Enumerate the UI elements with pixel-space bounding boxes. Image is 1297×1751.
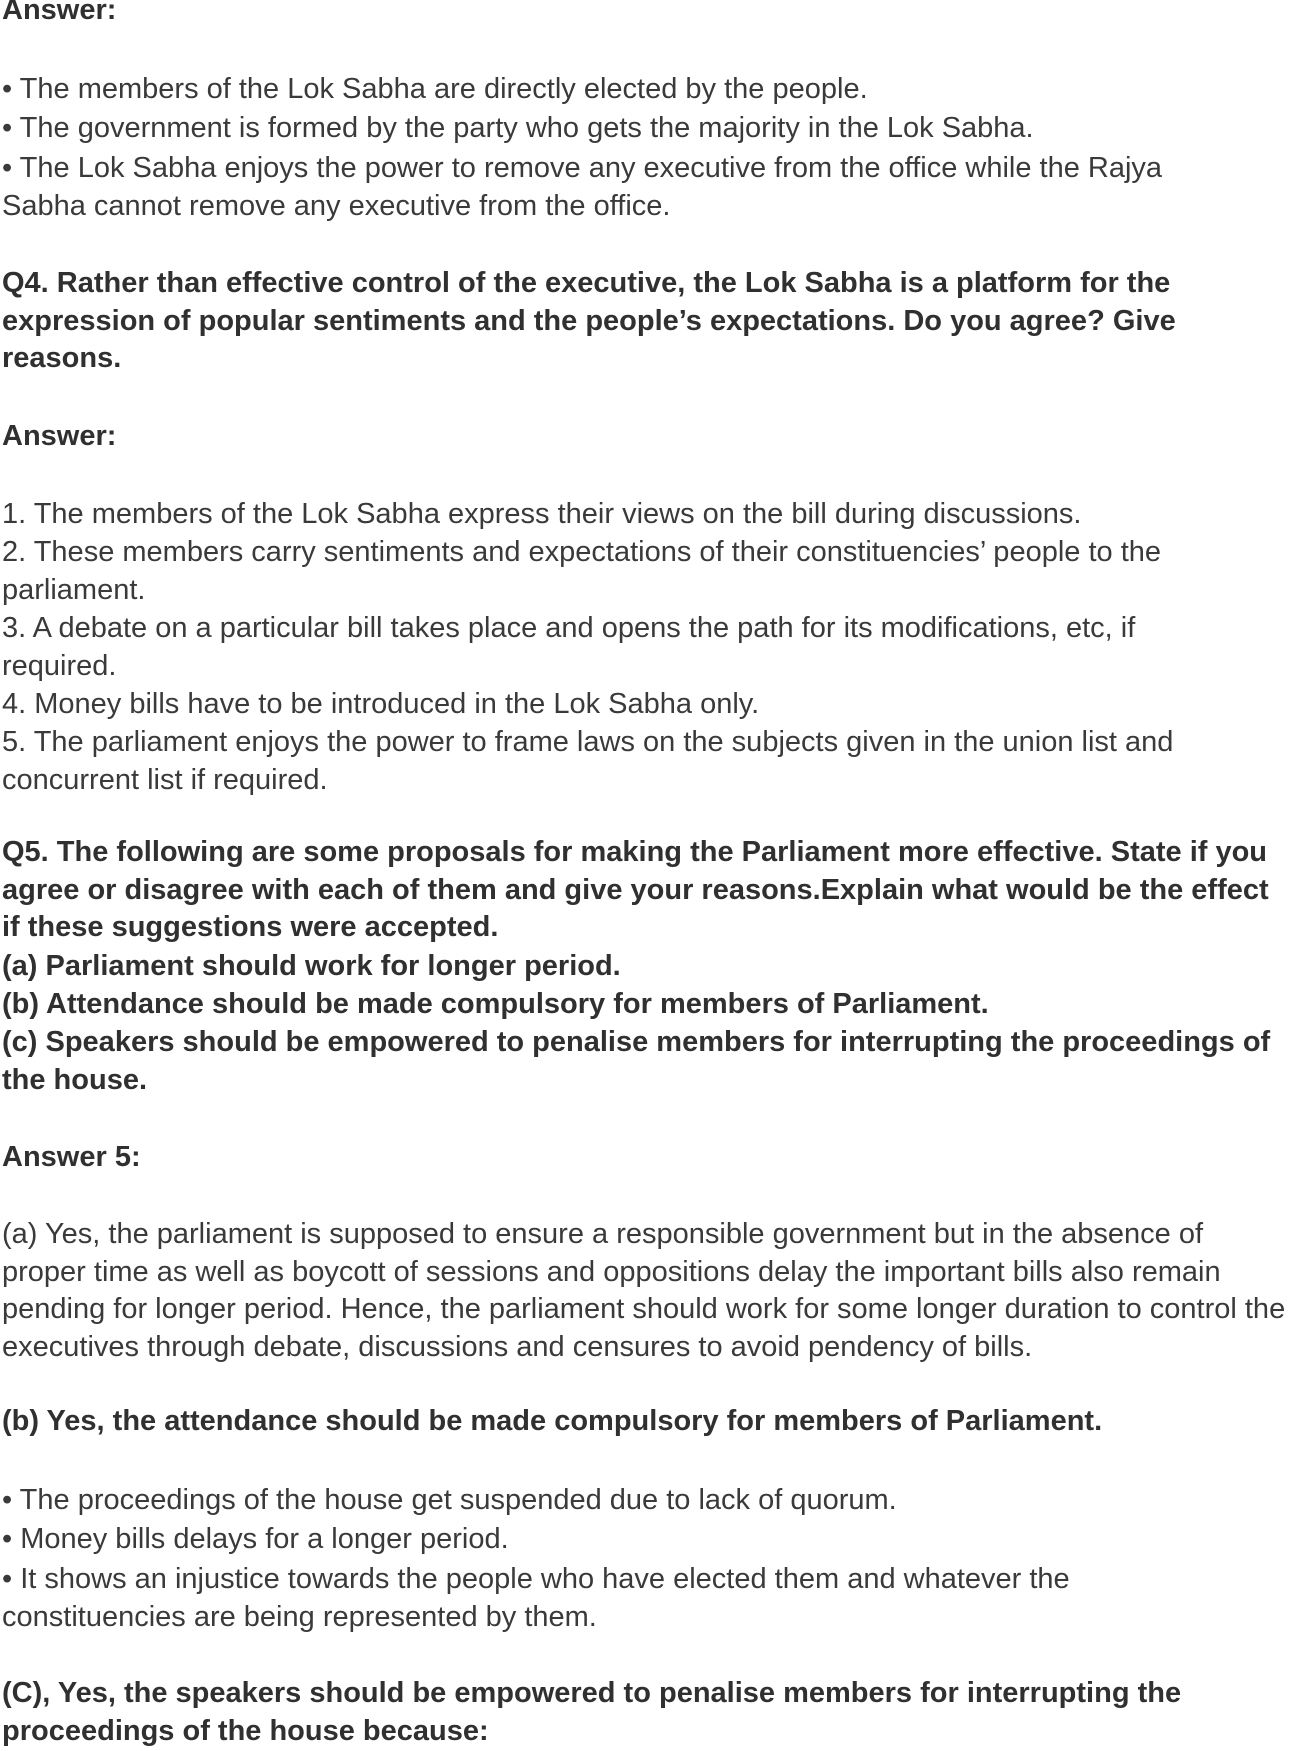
- answer-label-4: Answer:: [2, 420, 117, 452]
- bullet-2: • The government is formed by the party who gets the majority in the Lok Sabha.: [2, 112, 1034, 144]
- answer-label-5: Answer 5:: [2, 1141, 141, 1173]
- q4-point-5: 5. The parliament enjoys the power to frame laws on the subjects given in the union list and concurrent list if required.: [2, 726, 1174, 796]
- q5-option-c: (c) Speakers should be empowered to penalise members for interrupting the proceedings of the house.: [2, 1026, 1271, 1096]
- bullet-1: • The members of the Lok Sabha are directly elected by the people.: [2, 73, 868, 105]
- q5-option-a: (a) Parliament should work for longer period.: [2, 950, 621, 982]
- q4-point-4: 4. Money bills have to be introduced in the Lok Sabha only.: [2, 688, 760, 720]
- question-5: Q5. The following are some proposals for making the Parliament more effective. State if you agree or disagree with each of them and give your reasons.Explain what would be the effect if these suggestions were accepted.: [2, 836, 1269, 943]
- bullet-3: • The Lok Sabha enjoys the power to remove any executive from the office while the Rajya Sabha cannot remove any executive from the office.: [2, 152, 1163, 222]
- answer-label-1: Answer:: [2, 0, 117, 26]
- answer-5b-bullet-3: • It shows an injustice towards the people who have elected them and whatever the constituencies are being represented by them.: [2, 1563, 1070, 1633]
- q5-option-b: (b) Attendance should be made compulsory for members of Parliament.: [2, 988, 989, 1020]
- answer-5a: (a) Yes, the parliament is supposed to ensure a responsible government but in the absence of proper time as well as boycott of sessions and oppositions delay the important bills also remain pending for longer period. Hence, the parliament should work for some longer duration to control the executives through debate, discussions and censures to avoid pendency of bills.: [2, 1218, 1286, 1363]
- question-4: Q4. Rather than effective control of the executive, the Lok Sabha is a platform for the expression of popular sentiments and the people’s expectations. Do you agree? Give reasons.: [2, 267, 1176, 374]
- answer-5b-bullet-1: • The proceedings of the house get suspended due to lack of quorum.: [2, 1484, 897, 1516]
- answer-5b-bullet-2: • Money bills delays for a longer period.: [2, 1523, 509, 1555]
- q4-point-2: 2. These members carry sentiments and expectations of their constituencies’ people to the parliament.: [2, 536, 1162, 606]
- answer-5b-heading: (b) Yes, the attendance should be made compulsory for members of Parliament.: [2, 1405, 1103, 1437]
- q4-point-3: 3. A debate on a particular bill takes place and opens the path for its modifications, etc, if required.: [2, 612, 1136, 682]
- answer-5c-heading: (C), Yes, the speakers should be empowered to penalise members for interrupting the proceedings of the house because:: [2, 1677, 1182, 1747]
- q4-point-1: 1. The members of the Lok Sabha express their views on the bill during discussions.: [2, 498, 1082, 530]
